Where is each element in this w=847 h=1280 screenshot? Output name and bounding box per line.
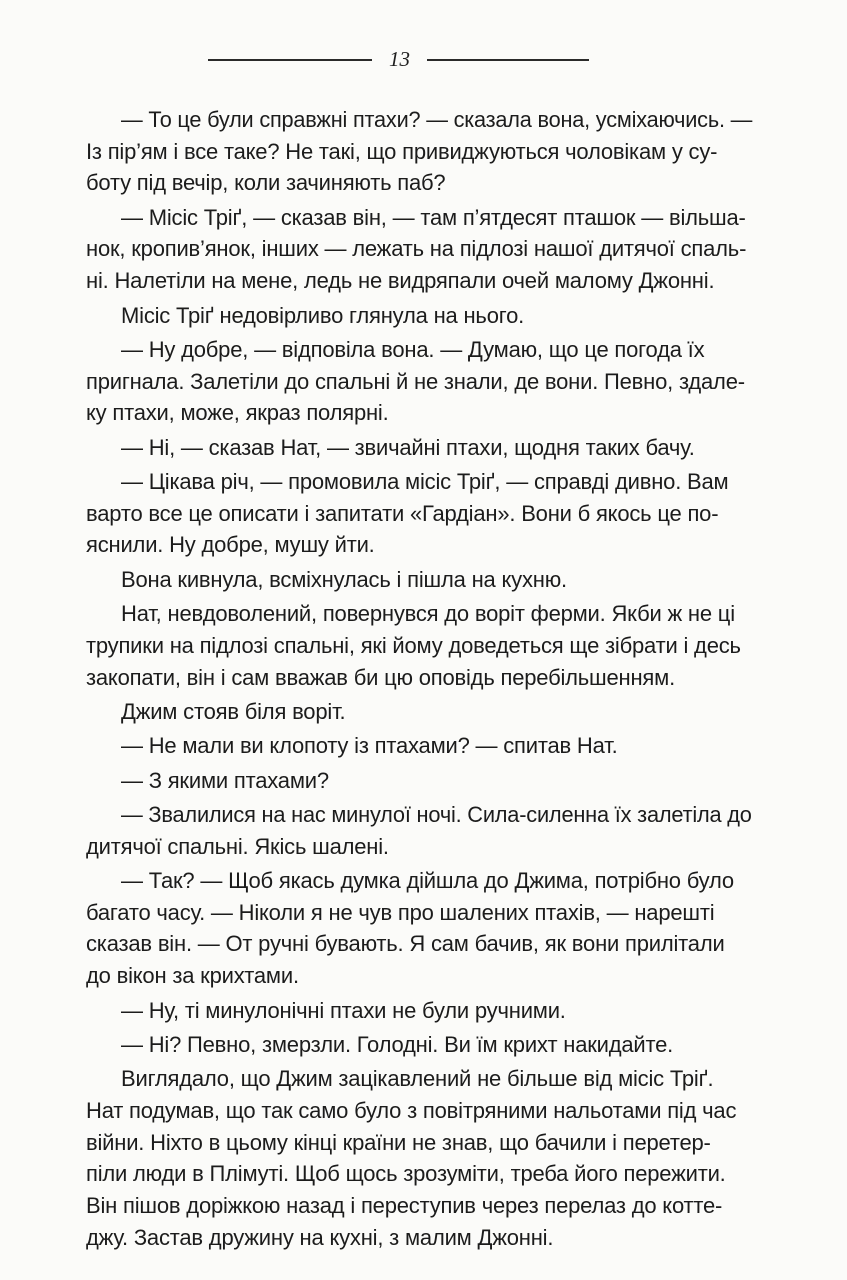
text-line: Виглядало, що Джим зацікавлений не більше від місіс Тріґ. <box>121 1066 714 1092</box>
text-line: — Цікава річ, — промовила місіс Тріґ, — справді дивно. Вам <box>121 469 729 494</box>
text-line: — Ну, ті минулонічні птахи не були ручними. <box>121 997 566 1023</box>
text-line: — Не мали ви клопоту із птахами? — спитав Нат. <box>121 733 618 759</box>
text-line: сказав він. — От ручні бувають. Я сам бачив, як вони прилітали <box>86 931 725 957</box>
text-line: джу. Застав дружину на кухні, з малим Джонні. <box>86 1224 554 1250</box>
text-line: піли люди в Плімуті. Щоб щось зрозуміти, треба його пережити. <box>86 1161 726 1187</box>
text-line: Із пір’ям і все таке? Не такі, що привиджуються чоловікам у су- <box>86 138 718 164</box>
text-line: дитячої спальні. Якісь шалені. <box>86 833 389 859</box>
text-line: — То це були справжні птахи? — сказала вона, усміхаючись. — <box>121 107 753 132</box>
text-line: Нат, невдоволений, повернувся до воріт ферми. Якби ж не ці <box>121 601 735 627</box>
page-header <box>0 44 847 74</box>
text-line: нок, кропив’янок, інших — лежать на підлозі нашої дитячої спаль- <box>86 236 747 262</box>
text-line: варто все це описати і запитати «Гардіан». Вони б якось це по- <box>86 500 719 526</box>
text-line: Нат подумав, що так само було з повітряними нальотами під час <box>86 1097 737 1123</box>
text-line: трупики на підлозі спальні, які йому доведеться ще зібрати і десь <box>86 632 741 658</box>
text-line: пригнала. Залетіли до спальні й не знали, де вони. Певно, здале- <box>86 368 745 394</box>
text-line: Вона кивнула, всміхнулась і пішла на кухню. <box>121 566 567 592</box>
text-line: — З якими птахами? <box>121 767 329 793</box>
text-line: Місіс Тріґ недовірливо глянула на нього. <box>121 302 525 328</box>
text-line: яснили. Ну добре, мушу йти. <box>86 532 375 558</box>
text-line: війни. Ніхто в цьому кінці країни не знав, що бачили і перетер- <box>86 1129 711 1155</box>
header-rule-right <box>427 59 589 61</box>
text-line: ку птахи, може, якраз полярні. <box>86 400 389 426</box>
text-line: — Місіс Тріґ, — сказав він, — там п’ятдесят пташок — вільша- <box>121 204 746 230</box>
text-line: — Звалилися на нас минулої ночі. Сила-силенна їх залетіла до <box>121 802 752 827</box>
text-line: закопати, він і сам вважав би цю оповідь перебільшенням. <box>86 664 675 690</box>
body-text <box>86 104 752 1253</box>
text-line: — Ні, — сказав Нат, — звичайні птахи, щодня таких бачу. <box>121 434 695 460</box>
text-line: ні. Налетіли на мене, ледь не видряпали очей малому Джонні. <box>86 268 715 294</box>
text-line: — Ну добре, — відповіла вона. — Думаю, що це погода їх <box>121 336 705 362</box>
text-line: до вікон за крихтами. <box>86 963 299 989</box>
page-number: 13 <box>389 47 410 71</box>
text-line: багато часу. — Ніколи я не чув про шалених птахів, — нарешті <box>86 899 715 925</box>
text-line: Джим стояв біля воріт. <box>121 698 346 724</box>
text-line: — Так? — Щоб якась думка дійшла до Джима, потрібно було <box>121 868 734 894</box>
text-line: Він пішов доріжкою назад і переступив через перелаз до котте- <box>86 1193 723 1218</box>
text-line: — Ні? Певно, змерзли. Голодні. Ви їм крихт накидайте. <box>121 1031 674 1057</box>
text-line: боту під вечір, коли зачиняють паб? <box>86 170 446 196</box>
header-rule-left <box>208 59 372 61</box>
